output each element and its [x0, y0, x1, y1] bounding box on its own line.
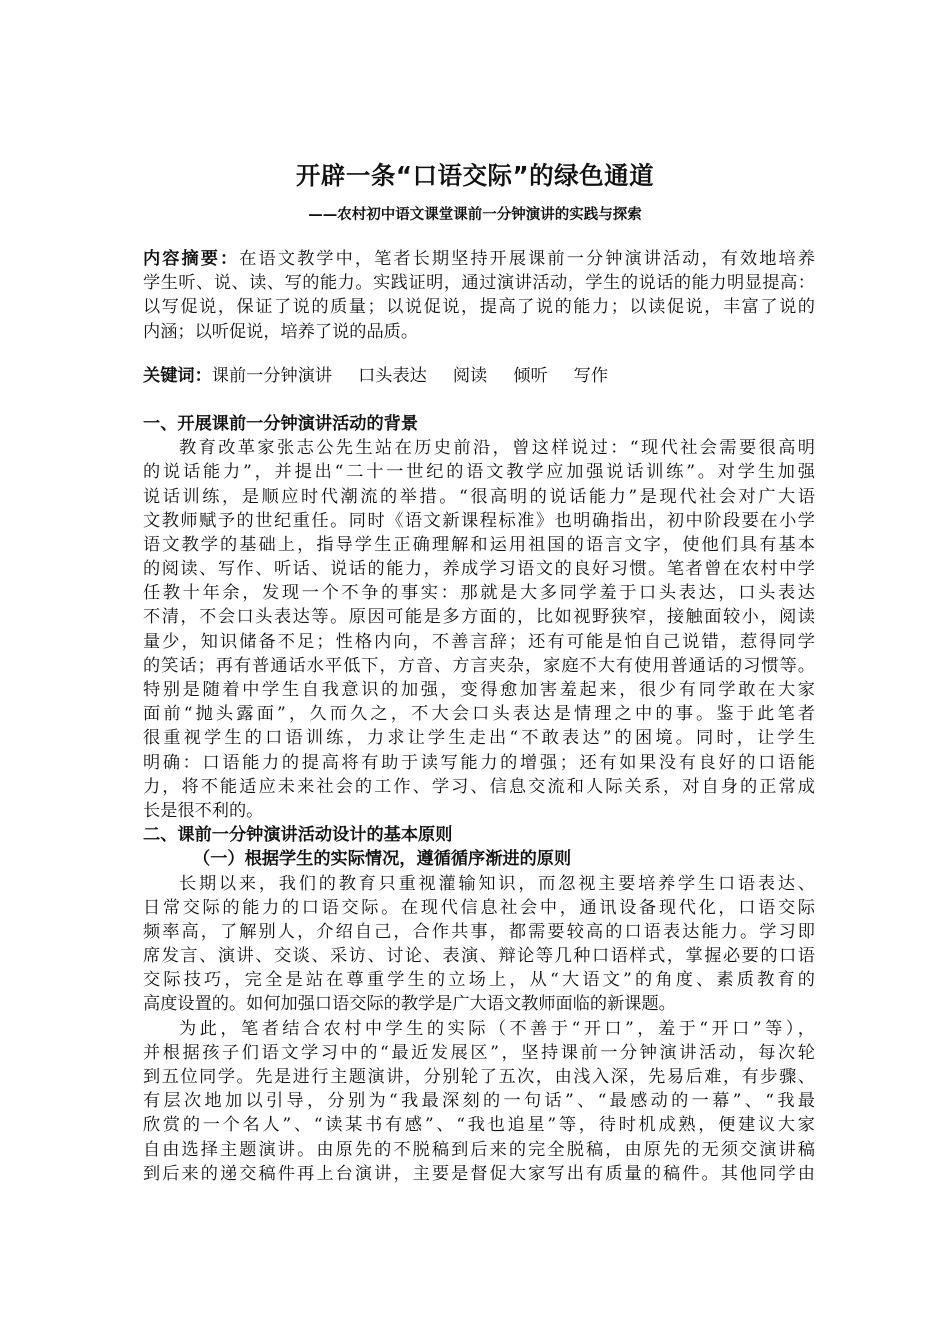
keyword: 阅读	[452, 365, 488, 386]
paragraph-line: 的说话能力”，并提出“二十一世纪的语文教学应加强说话训练”。对学生加强	[143, 462, 815, 483]
paragraph-line: 到后来的递交稿件再上台演讲，主要是督促大家写出有质量的稿件。其他同学由	[143, 1163, 815, 1184]
keywords	[143, 364, 815, 388]
abstract-line: 以写促说，保证了说的质量；以说促说，提高了说的能力；以读促说，丰富了说的	[143, 297, 815, 318]
paragraph-line: 的阅读、写作、听话、说话的能力，养成学习语文的良好习惯。笔者曾在农村中学	[143, 559, 815, 580]
subsection-heading: （一）根据学生的实际情况，遵循循序渐进的原则	[193, 849, 572, 870]
paragraph-line: 席发言、演讲、交谈、采访、讨论、表演、辩论等几种口语样式，掌握必要的口语	[143, 946, 815, 967]
paragraph-line: 频率高，了解别人，介绍自己，合作共事，都需要较高的口语表达能力。学习即	[143, 921, 815, 942]
paragraph-line: 欣赏的一个名人”、“读某书有感”、“我也追星”等，待时机成熟，便建议大家	[143, 1115, 815, 1136]
abstract	[143, 247, 815, 344]
abstract-line: 内涵；以听促说，培养了说的品质。	[143, 321, 419, 342]
keyword: 口头表达	[358, 365, 427, 386]
paragraph-line: 面前“抛头露面”，久而久之，不大会口头表达是情理之中的事。鉴于此笔者	[143, 704, 815, 725]
section-2	[143, 823, 815, 1186]
keyword: 写作	[573, 365, 609, 386]
paragraph-line: 明确：口语能力的提高将有助于读写能力的增强；还有如果没有良好的口语能	[143, 752, 815, 773]
abstract-label: 内容摘要：	[143, 249, 240, 269]
keyword: 倾听	[513, 365, 548, 386]
abstract-line: 内容摘要：在语文教学中，笔者长期坚持开展课前一分钟演讲活动，有效地培养	[143, 249, 815, 269]
section-heading: 一、开展课前一分钟演讲活动的背景	[143, 413, 419, 434]
paragraph-line: 文教师赋予的世纪重任。同时《语文新课程标准》也明确指出，初中阶段要在小学	[143, 510, 815, 531]
paragraph-line: 并根据孩子们语文学习中的“最近发展区”，坚持课前一分钟演讲活动，每次轮	[143, 1042, 815, 1063]
paragraph-line: 交际技巧，完全是站在尊重学生的立场上，从“大语文”的角度、素质教育的	[143, 970, 815, 991]
paragraph-line: 教育改革家张志公先生站在历史前沿，曾这样说过：“现代社会需要很高明	[179, 438, 815, 459]
paragraph-line: 语文教学的基础上，指导学生正确理解和运用祖国的语言文字，使他们具有基本	[143, 534, 815, 555]
paragraph-line: 到五位同学。先是进行主题演讲，分别轮了五次，由浅入深，先易后难，有步骤、	[143, 1067, 815, 1087]
paragraph-line: 不清，不会口头表达等。原因可能是多方面的，比如视野狭窄，接触面较小，阅读	[143, 607, 815, 628]
paragraph-line: 说话训练，是顺应时代潮流的举措。“很高明的说话能力”是现代社会对广大语	[143, 486, 815, 507]
document-body	[143, 247, 815, 1186]
abstract-line: 学生听、说、读、写的能力。实践证明，通过演讲活动，学生的说话的能力明显提高：	[143, 273, 815, 294]
section-1	[143, 412, 815, 823]
paragraph-line: 长期以来，我们的教育只重视灌输知识，而忽视主要培养学生口语表达、	[179, 873, 815, 894]
section-heading: 二、课前一分钟演讲活动设计的基本原则	[143, 825, 453, 846]
paragraph-line: 很重视学生的口语训练，力求让学生走出“不敢表达”的困境。同时，让学生	[143, 728, 815, 749]
paragraph-line: 量少，知识储备不足；性格内向，不善言辞；还有可能是怕自己说错，惹得同学	[143, 631, 815, 652]
keywords-label: 关键词：	[143, 365, 212, 386]
paragraph-line: 的笑话；再有普通话水平低下，方音、方言夹杂，家庭不大有使用普通话的习惯等。	[143, 655, 815, 676]
keyword: 课前一分钟演讲	[211, 365, 333, 386]
paragraph-line: 特别是随着中学生自我意识的加强，变得愈加害羞起来，很少有同学敢在大家	[143, 680, 815, 700]
paragraph-line: 力，将不能适应未来社会的工作、学习、信息交流和人际关系，对自身的正常成	[143, 776, 815, 797]
paragraph-line: 长是很不利的。	[143, 800, 264, 821]
paragraph-line: 任教十年余，发现一个不争的事实：那就是大多同学羞于口头表达，口头表达	[143, 583, 815, 604]
paragraph-line: 日常交际的能力的口语交际。在现代信息社会中，通讯设备现代化，口语交际	[143, 897, 815, 918]
paragraph-line: 高度设置的。如何加强口语交际的教学是广大语文教师面临的新课题。	[143, 994, 676, 1015]
document-subtitle: ——农村初中语文课堂课前一分钟演讲的实践与探索	[308, 207, 642, 223]
document-title: 开辟一条“口语交际”的绿色通道	[295, 161, 655, 190]
paragraph-line: 有层次地加以引导，分别为“我最深刻的一句话”、“最感动的一幕”、“我最	[143, 1091, 815, 1112]
paragraph-line: 自由选择主题演讲。由原先的不脱稿到后来的完全脱稿，由原先的无须交演讲稿	[143, 1139, 815, 1160]
paragraph-line: 为此，笔者结合农村中学生的实际（不善于“开口”，羞于“开口”等），	[179, 1018, 815, 1039]
